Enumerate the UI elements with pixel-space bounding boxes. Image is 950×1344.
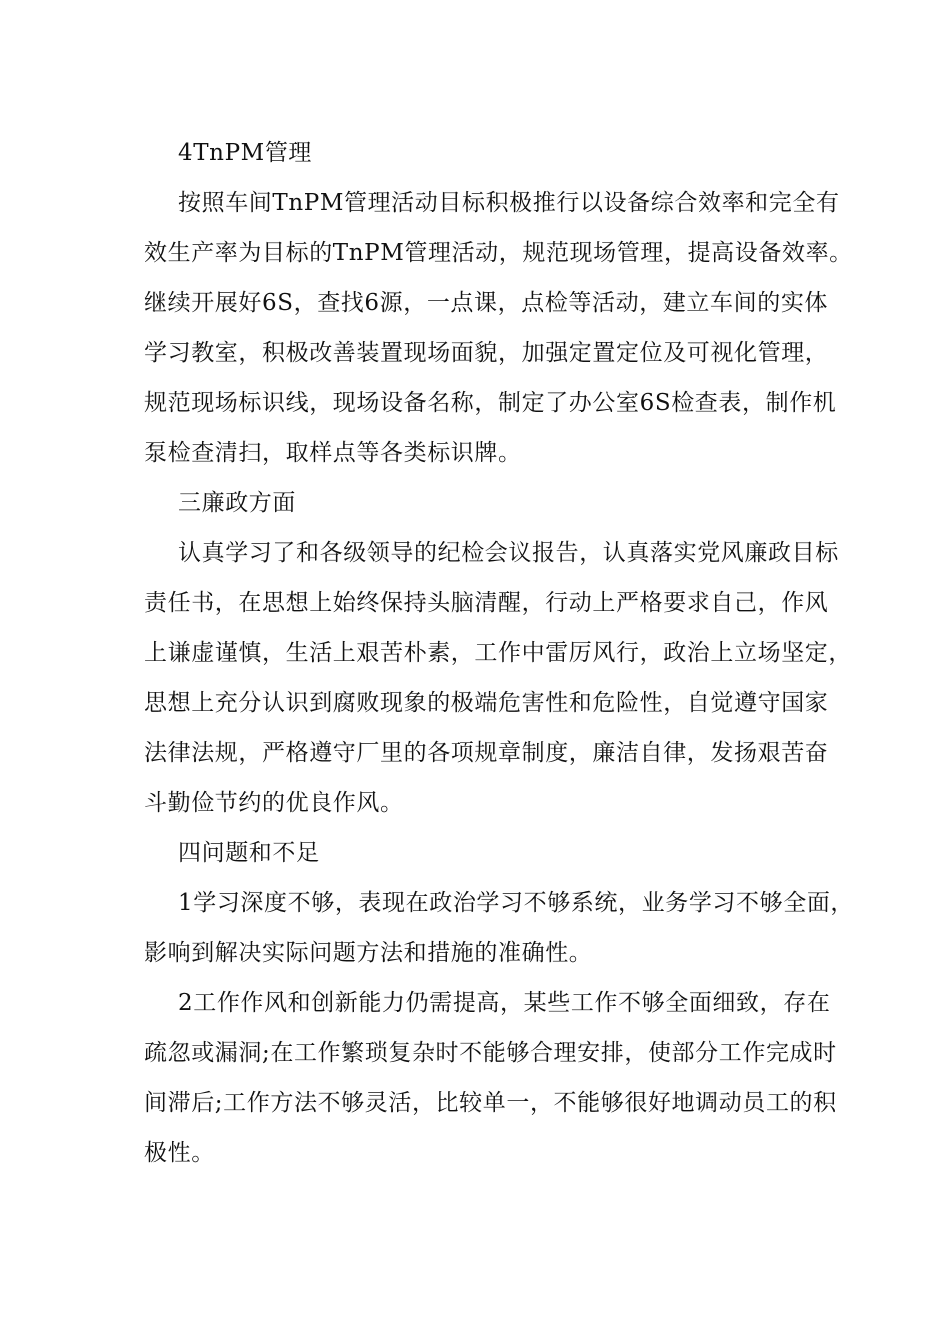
text-line: 学习教室，积极改善装置现场面貌，加强定置定位及可视化管理，	[144, 340, 829, 366]
section-heading-integrity	[144, 478, 808, 528]
text-line: 上谦虚谨慎，生活上艰苦朴素，工作中雷厉风行，政治上立场坚定，	[144, 640, 852, 666]
text-line: 法律法规，严格遵守厂里的各项规章制度，廉洁自律，发扬艰苦奋	[144, 740, 829, 766]
text-line: 责任书，在思想上始终保持头脑清醒，行动上严格要求自己，作风	[144, 590, 829, 616]
text-line: 规范现场标识线，现场设备名称，制定了办公室6S检查表，制作机	[144, 390, 837, 416]
paragraph-integrity	[144, 528, 852, 828]
text-line: 极性。	[144, 1140, 215, 1166]
text-line: 继续开展好6S，查找6源，一点课，点检等活动，建立车间的实体	[144, 290, 829, 316]
paragraph-problem-2	[144, 978, 837, 1178]
text-line: 认真学习了和各级领导的纪检会议报告，认真落实党风廉政目标	[178, 540, 839, 566]
text-line: 思想上充分认识到腐败现象的极端危害性和危险性，自觉遵守国家	[144, 690, 829, 716]
text-line: 三廉政方面	[178, 490, 296, 516]
text-line: 斗勤俭节约的优良作风。	[144, 790, 404, 816]
section-heading-tnpm	[144, 128, 808, 178]
document-body	[144, 128, 855, 1178]
text-line: 影响到解决实际问题方法和措施的准确性。	[144, 940, 593, 966]
text-line: 四问题和不足	[178, 840, 320, 866]
text-line: 间滞后;工作方法不够灵活，比较单一，不能够很好地调动员工的积	[144, 1090, 837, 1116]
text-line: 按照车间TnPM管理活动目标积极推行以设备综合效率和完全有	[178, 190, 840, 216]
paragraph-problem-1	[144, 878, 855, 978]
text-line: 1学习深度不够，表现在政治学习不够系统，业务学习不够全面，	[178, 890, 855, 916]
text-line: 疏忽或漏洞;在工作繁琐复杂时不能够合理安排，使部分工作完成时	[144, 1040, 837, 1066]
section-heading-problems	[144, 828, 808, 878]
paragraph-tnpm-activities	[144, 178, 853, 478]
text-line: 4TnPM管理	[178, 140, 313, 166]
text-line: 效生产率为目标的TnPM管理活动，规范现场管理，提高设备效率。	[144, 240, 853, 266]
text-line: 2工作作风和创新能力仍需提高，某些工作不够全面细致，存在	[178, 990, 831, 1016]
text-line: 泵检查清扫，取样点等各类标识牌。	[144, 440, 522, 466]
